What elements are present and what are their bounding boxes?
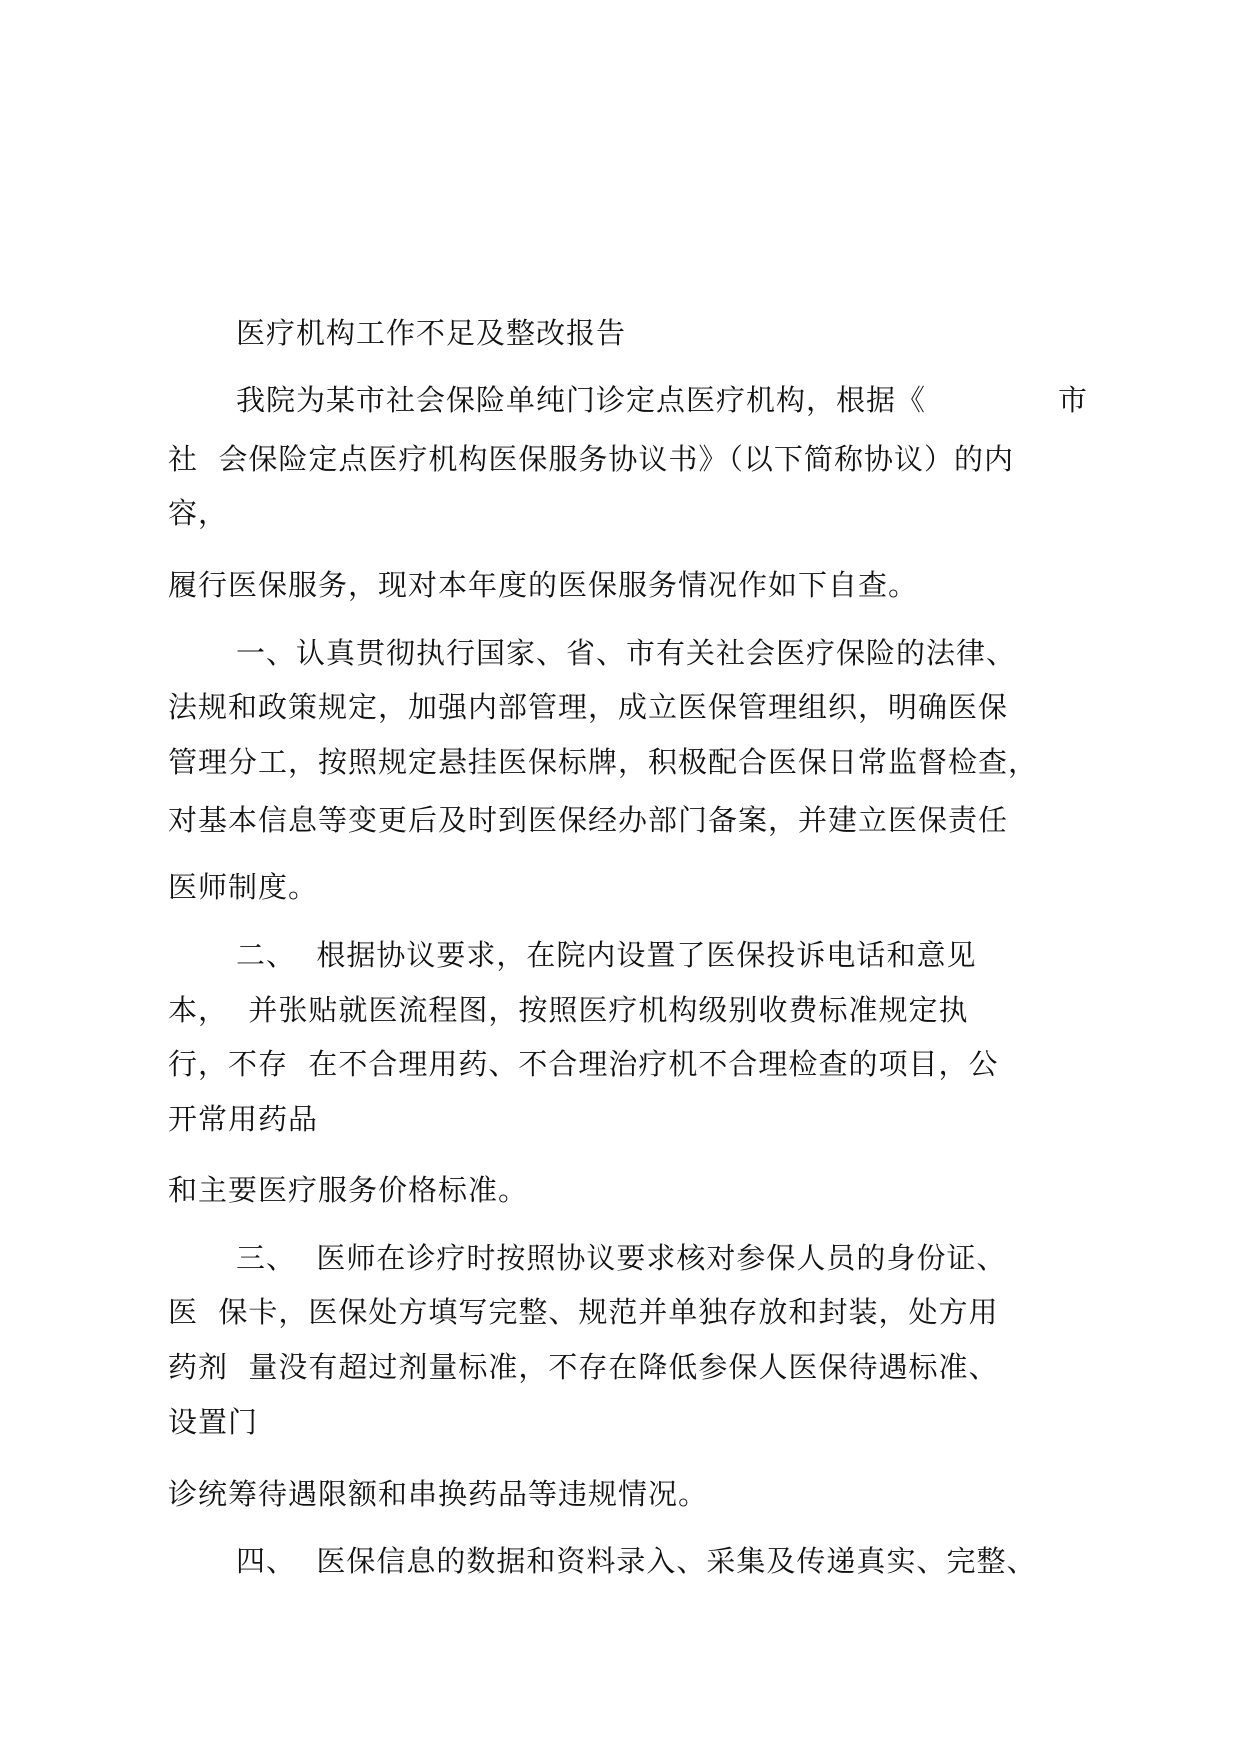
paragraph-line: 行，不存 在不合理用药、不合理治疗机不合理检查的项目，公 bbox=[168, 1047, 999, 1081]
paragraph-line: 容， bbox=[168, 496, 229, 530]
document-title: 医疗机构工作不足及整改报告 bbox=[236, 316, 627, 350]
paragraph-line: 药剂 量没有超过剂量标准，不存在降低参保人医保待遇标准、 bbox=[168, 1350, 999, 1384]
paragraph-line: 本， 并张贴就医流程图，按照医疗机构级别收费标准规定执 bbox=[168, 993, 969, 1027]
paragraph-line: 对基本信息等变更后及时到医保经办部门备案，并建立医保责任 bbox=[168, 803, 1009, 837]
paragraph-line: 一、认真贯彻执行国家、省、市有关社会医疗保险的法律、 bbox=[236, 636, 1017, 670]
paragraph-line: 四、 医保信息的数据和资料录入、采集及传递真实、完整、 bbox=[236, 1544, 1037, 1578]
paragraph-line: 医师制度。 bbox=[168, 870, 319, 904]
paragraph-line: 履行医保服务，现对本年度的医保服务情况作如下自查。 bbox=[168, 568, 919, 602]
paragraph-line: 法规和政策规定，加强内部管理，成立医保管理组织，明确医保 bbox=[168, 690, 1009, 724]
paragraph-line: 二、 根据协议要求，在院内设置了医保投诉电话和意见 bbox=[236, 938, 977, 972]
paragraph-line: 社 会保险定点医疗机构医保服务协议书》（以下简称协议）的内 bbox=[168, 442, 1014, 476]
paragraph-line: 诊统筹待遇限额和串换药品等违规情况。 bbox=[168, 1477, 709, 1511]
paragraph-line: 市 bbox=[1058, 383, 1089, 417]
paragraph-line: 开常用药品 bbox=[168, 1102, 319, 1136]
paragraph-line: 我院为某市社会保险单纯门诊定点医疗机构，根据《 bbox=[236, 383, 927, 417]
paragraph-line: 医 保卡，医保处方填写完整、规范并单独存放和封装，处方用 bbox=[168, 1295, 999, 1329]
paragraph-line: 和主要医疗服务价格标准。 bbox=[168, 1173, 529, 1207]
paragraph-line: 管理分工，按照规定悬挂医保标牌，积极配合医保日常监督检查， bbox=[168, 745, 1039, 779]
paragraph-line: 三、 医师在诊疗时按照协议要求核对参保人员的身份证、 bbox=[236, 1241, 1007, 1275]
paragraph-line: 设置门 bbox=[168, 1405, 259, 1439]
